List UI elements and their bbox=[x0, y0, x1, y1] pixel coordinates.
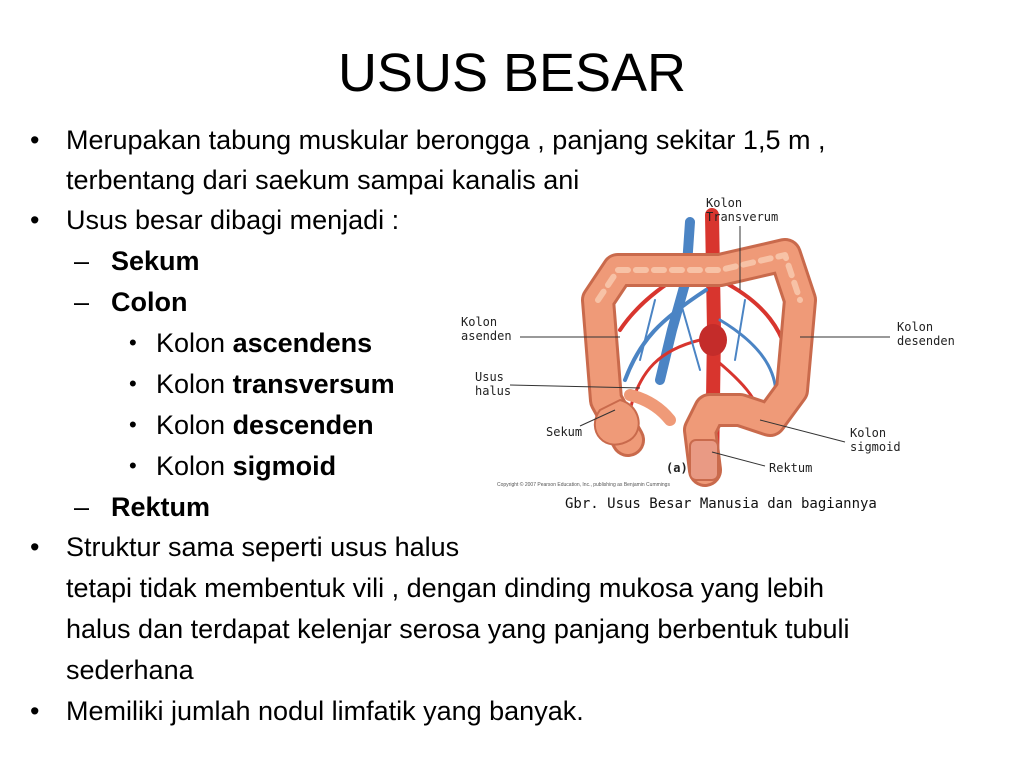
sub-item-sekum: Sekum bbox=[111, 246, 200, 276]
bullet-3-line-1: Struktur sama seperti usus halus bbox=[66, 532, 460, 562]
label-kolon-sigmoid-1: Kolon bbox=[850, 426, 887, 440]
label-kolon-desenden-2: desenden bbox=[897, 334, 955, 348]
dash-marker: – bbox=[74, 246, 90, 276]
bullet-3-line-4: sederhana bbox=[66, 655, 194, 685]
label-panel-a: (a) bbox=[666, 461, 688, 475]
dash-marker: – bbox=[74, 492, 90, 522]
label-kolon-desenden-1: Kolon bbox=[897, 320, 934, 334]
rectum bbox=[690, 440, 718, 480]
bullet-marker: • bbox=[30, 205, 40, 235]
label-kolon-transverum-2: Transverum bbox=[706, 210, 779, 224]
label-kolon-asenden-2: asenden bbox=[461, 329, 512, 343]
bullet-marker: • bbox=[129, 330, 137, 355]
intestine-drawing bbox=[595, 215, 800, 480]
dash-marker: – bbox=[74, 287, 90, 317]
label-kolon-asenden-1: Kolon bbox=[461, 315, 498, 329]
label-sekum: Sekum bbox=[546, 425, 583, 439]
colon-item-descenden: Kolon descenden bbox=[156, 410, 374, 440]
slide-title: USUS BESAR bbox=[337, 43, 687, 103]
bullet-marker: • bbox=[30, 125, 40, 155]
bullet-3-line-2: tetapi tidak membentuk vili , dengan dinding mukosa yang lebih bbox=[66, 573, 824, 603]
bullet-marker: • bbox=[129, 371, 137, 396]
label-usus-halus-1: Usus bbox=[475, 370, 504, 384]
bullet-4-text: Memiliki jumlah nodul limfatik yang banyak. bbox=[66, 696, 584, 726]
sub-item-colon: Colon bbox=[111, 287, 188, 317]
bullet-3-line-3: halus dan terdapat kelenjar serosa yang panjang berbentuk tubuli bbox=[66, 614, 850, 644]
colon-item-transversum: Kolon transversum bbox=[156, 369, 395, 399]
bullet-marker: • bbox=[30, 696, 40, 726]
label-kolon-sigmoid-2: sigmoid bbox=[850, 440, 901, 454]
label-kolon-transverum-1: Kolon bbox=[706, 196, 743, 210]
sub-item-rektum: Rektum bbox=[111, 492, 211, 522]
bullet-1-line-1: Merupakan tabung muskular berongga , panjang sekitar 1,5 m , bbox=[66, 125, 826, 155]
large-intestine-illustration bbox=[440, 190, 1000, 520]
bullet-marker: • bbox=[129, 453, 137, 478]
copyright-note: Copyright © 2007 Pearson Education, Inc., publishing as Benjamin Cummings bbox=[497, 482, 670, 488]
figure-caption: Gbr. Usus Besar Manusia dan bagiannya bbox=[565, 496, 877, 512]
bullet-2-text: Usus besar dibagi menjadi : bbox=[66, 205, 400, 235]
bullet-marker: • bbox=[30, 532, 40, 562]
label-rektum: Rektum bbox=[769, 461, 813, 475]
bullet-marker: • bbox=[129, 412, 137, 437]
bullet-1-line-2: terbentang dari saekum sampai kanalis ani bbox=[66, 165, 580, 195]
colon-item-sigmoid: Kolon sigmoid bbox=[156, 451, 337, 481]
label-usus-halus-2: halus bbox=[475, 384, 512, 398]
colon-item-ascendens: Kolon ascendens bbox=[156, 328, 373, 358]
